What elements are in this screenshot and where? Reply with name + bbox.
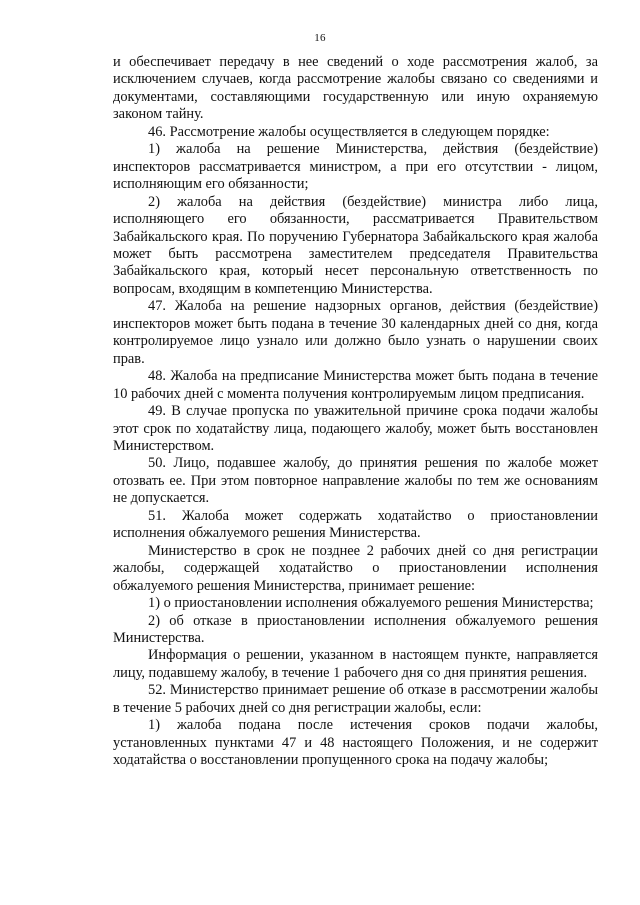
paragraph-51: 51. Жалоба может содержать ходатайство о приостановлении исполнения обжалуемого решения Министерства. [113, 507, 598, 542]
paragraph-49: 49. В случае пропуска по уважительной причине срока подачи жалобы этот срок по ходатайству лица, подающего жалобу, может быть восстановлен Министерством. [113, 403, 598, 454]
page-number: 16 [314, 32, 326, 44]
paragraph-52-item-1: 1) жалоба подана после истечения сроков подачи жалобы, установленных пунктами 47 и 48 настоящего Положения, и не содержит ходатайства о восстановлении пропущенного срока на подачу жалобы; [113, 717, 598, 769]
document-body [113, 54, 598, 770]
paragraph-51-item-1: 1) о приостановлении исполнения обжалуемого решения Министерства; [148, 595, 594, 612]
paragraph-50: 50. Лицо, подавшее жалобу, до принятия решения по жалобе может отозвать ее. При этом повторное направление жалобы по тем же основаниям не допускается. [113, 455, 598, 507]
paragraph-46: 46. Рассмотрение жалобы осуществляется в следующем порядке: [148, 123, 550, 140]
paragraph-51-notice: Информация о решении, указанном в настоящем пункте, направляется лицу, подавшему жалобу, в течение 1 рабочего дня со дня принятия решения. [113, 647, 598, 681]
paragraph-47: 47. Жалоба на решение надзорных органов, действия (бездействие) инспекторов может быть подана в течение 30 календарных дней со дня, когда контролируемое лицо узнало или должно было узнать о нарушении своих прав. [113, 298, 598, 367]
paragraph-46-item-2: 2) жалоба на действия (бездействие) министра либо лица, исполняющего его обязанности, рассматривается Правительством Забайкальского края. По поручению Губернатора Забайкальского края жалоба может быть рассмотрена заместителем председателя Правительства Забайкальского края, который несет персональную ответственность по вопросам, входящим в компетенцию Министерства. [113, 193, 598, 297]
paragraph-48: 48. Жалоба на предписание Министерства может быть подана в течение 10 рабочих дней с момента получения контролируемым лицом предписания. [113, 368, 598, 402]
paragraph-52: 52. Министерство принимает решение об отказе в рассмотрении жалобы в течение 5 рабочих дней со дня регистрации жалобы, если: [113, 682, 598, 716]
paragraph-51-item-2: 2) об отказе в приостановлении исполнения обжалуемого решения Министерства. [113, 612, 598, 646]
paragraph-51-decision: Министерство в срок не позднее 2 рабочих дней со дня регистрации жалобы, содержащей ходатайство о приостановлении исполнения обжалуемого решения Министерства, принимает решение: [113, 542, 598, 594]
paragraph-continuation: и обеспечивает передачу в нее сведений о ходе рассмотрения жалоб, за исключением случаев, когда рассмотрение жалобы связано со сведениями и документами, составляющими государственную или иную охраняемую законом тайну. [113, 54, 598, 123]
paragraph-46-item-1: 1) жалоба на решение Министерства, действия (бездействие) инспекторов рассматривается министром, а при его отсутствии - лицом, исполняющим его обязанности; [113, 141, 598, 193]
